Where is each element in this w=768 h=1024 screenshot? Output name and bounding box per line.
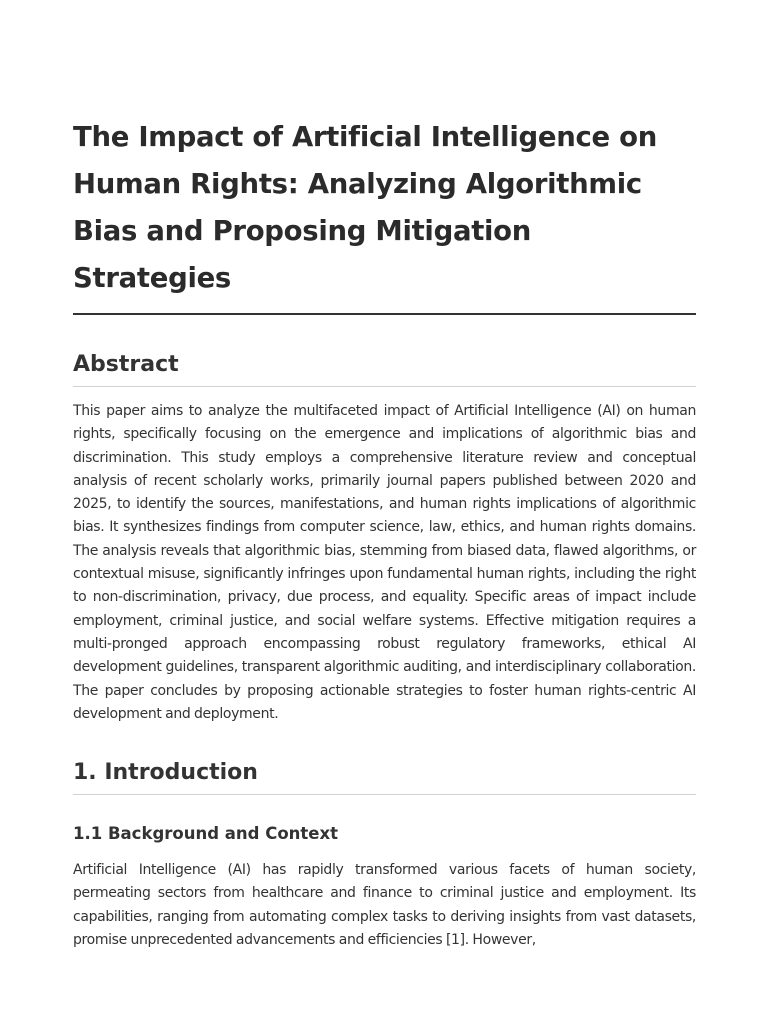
background-subheading: 1.1 Background and Context [73, 824, 339, 844]
introduction-heading: 1. Introduction [73, 760, 258, 786]
introduction-divider [73, 794, 696, 795]
introduction-section [73, 758, 696, 952]
abstract-divider [73, 386, 696, 387]
abstract-paragraph: This paper aims to analyze the multifaceted impact of Artificial Intelligence (AI) on human rights, specifically focusing on the emergence and implications of algorithmic bias and discrimination. This study employs a comprehensive literature review and conceptual analysis of recent scholarly works, primarily journal papers published between 2020 and 2025, to identify the sources, manifestations, and human rights implications of algorithmic bias. It synthesizes findings from computer science, law, ethics, and human rights domains. The analysis reveals that algorithmic bias, stemming from biased data, flawed algorithms, or contextual misuse, significantly infringes upon fundamental human rights, including the right to non-discrimination, privacy, due process, and equality. Specific areas of impact include employment, criminal justice, and social welfare systems. Effective mitigation requires a multi-pronged approach encompassing robust regulatory frameworks, ethical AI development guidelines, transparent algorithmic auditing, and interdisciplinary collaboration. The paper concludes by proposing actionable strategies to foster human rights-centric AI development and deployment. [73, 403, 696, 722]
abstract-section [73, 350, 696, 726]
background-paragraph: Artificial Intelligence (AI) has rapidly transformed various facets of human society, permeating sectors from healthcare and finance to criminal justice and employment. Its capabilities, ranging from automating complex tasks to deriving insights from vast datasets, promise unprecedented advancements and efficiencies [1]. However, [73, 862, 696, 949]
title-divider [73, 313, 696, 315]
paper-title: The Impact of Artificial Intelligence on Human Rights: Analyzing Algorithmic Bias and Proposing Mitigation Strategies [73, 121, 658, 294]
abstract-heading: Abstract [73, 352, 179, 377]
